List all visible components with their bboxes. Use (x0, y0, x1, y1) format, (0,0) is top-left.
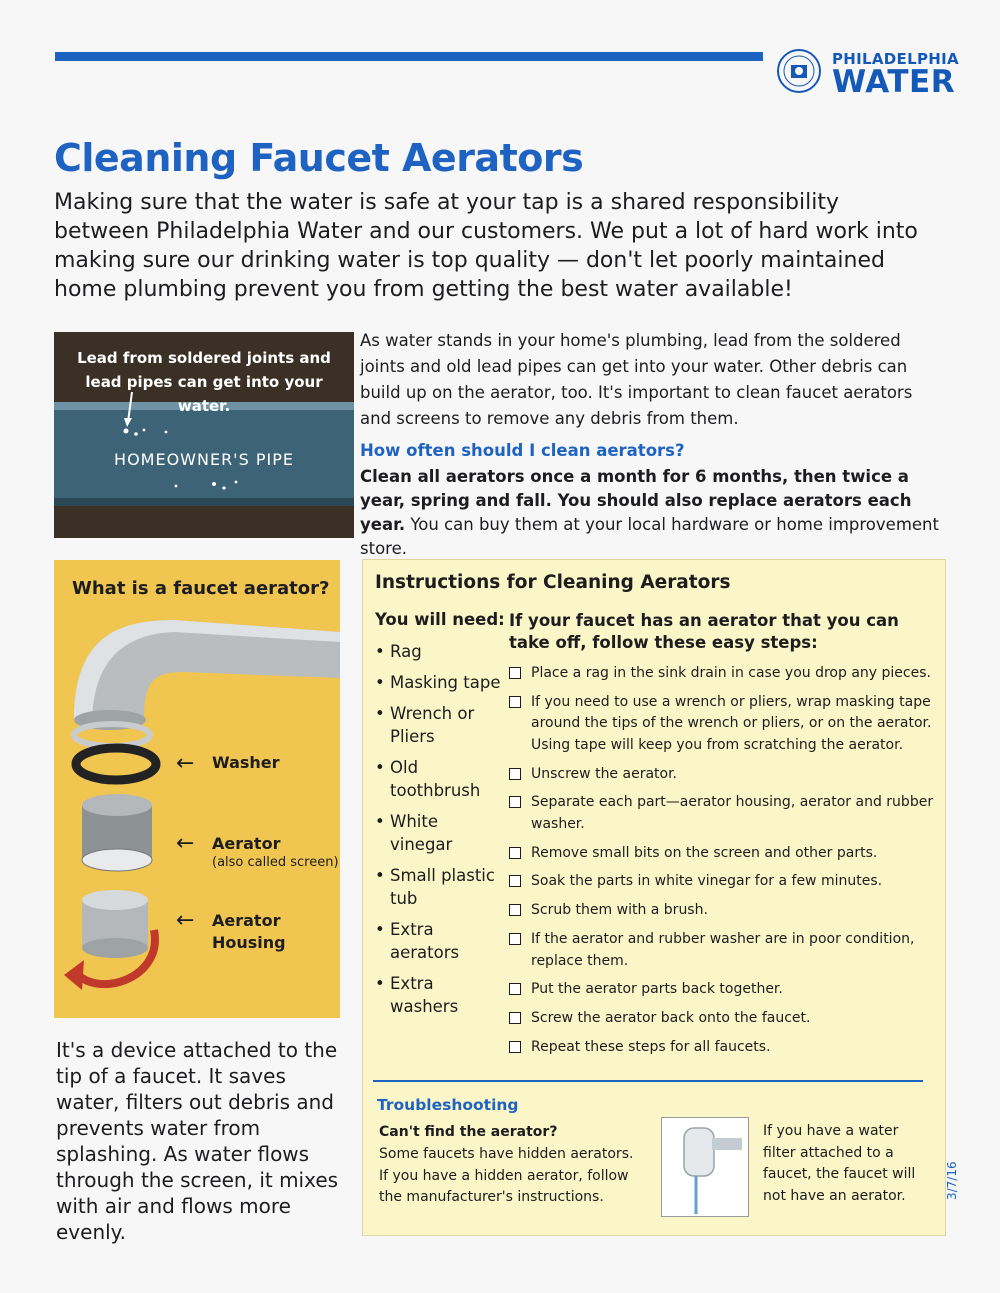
checkbox-icon (509, 696, 521, 708)
checklist-item: Remove small bits on the screen and other parts. (509, 843, 937, 865)
pipe-label: HOMEOWNER'S PIPE (114, 450, 294, 469)
checklist-item: Soak the parts in white vinegar for a few minutes. (509, 871, 937, 893)
water-filter-icon (662, 1118, 748, 1216)
filter-note: If you have a water filter attached to a faucet, the faucet will not have an aerator. (763, 1123, 916, 1204)
checklist-item: Place a rag in the sink drain in case you drop any pieces. (509, 663, 937, 685)
frequency-answer (360, 465, 945, 561)
aerator-sublabel: (also called screen) (212, 855, 339, 870)
aerator-description: It's a device attached to the tip of a faucet. It saves water, filters out debris and prevents water from splashing. As water flows through the screen, it mixes with air and flows more evenly. (56, 1038, 339, 1244)
pipe-callout-text: Lead from soldered joints and lead pipes can get into your water. (77, 349, 331, 415)
intro-paragraph: Making sure that the water is safe at your tap is a shared responsibility between Philadelphia Water and our customers. We put a lot of hard work into making sure our drinking water is top quality — don't let poorly maintained home plumbing prevent you from getting the best water available! (54, 190, 918, 302)
troubleshooting-question: Can't find the aerator? (379, 1124, 558, 1140)
svg-text:←: ← (176, 751, 195, 776)
aerator-box-title: What is a faucet aerator? (72, 578, 330, 599)
checkbox-icon (509, 904, 521, 916)
aerator-illustration-box (54, 560, 340, 1018)
troubleshooting-heading: Troubleshooting (377, 1096, 519, 1114)
checklist-item: Screw the aerator back onto the faucet. (509, 1008, 937, 1030)
list-item: • White vinegar (375, 810, 505, 856)
checklist-item: Repeat these steps for all faucets. (509, 1037, 937, 1059)
checkbox-icon (509, 1041, 521, 1053)
checklist-item: If you need to use a wrench or pliers, wrap masking tape around the tips of the wrench or pliers, or on the aerator. Using tape will keep you from scratching the aerator. (509, 692, 937, 757)
print-date: 3/7/16 (945, 1161, 959, 1200)
steps-heading: If your faucet has an aerator that you can take off, follow these easy steps: (509, 611, 899, 652)
housing-label-line2: Housing (212, 933, 286, 952)
checkbox-icon (509, 983, 521, 995)
steps-checklist (509, 663, 937, 1066)
checkbox-icon (509, 875, 521, 887)
instructions-title: Instructions for Cleaning Aerators (375, 572, 731, 593)
checklist-item: Put the aerator parts back together. (509, 979, 937, 1001)
list-item: • Small plastic tub (375, 864, 505, 910)
list-item: • Extra aerators (375, 918, 505, 964)
pipe-illustration (54, 332, 354, 538)
header-bar (55, 52, 763, 61)
checkbox-icon (509, 847, 521, 859)
section-divider (373, 1080, 923, 1082)
checklist-item: Separate each part—aerator housing, aerator and rubber washer. (509, 792, 937, 835)
water-filter-illustration (661, 1117, 749, 1217)
frequency-answer-rest: You can buy them at your local hardware or home improvement store. (360, 515, 939, 558)
org-name-line1: PHILADELPHIA (832, 50, 959, 68)
instructions-box (362, 559, 946, 1236)
list-item: • Old toothbrush (375, 756, 505, 802)
housing-label-line1: Aerator (212, 911, 281, 930)
svg-text:←: ← (176, 908, 195, 933)
checklist-item: Scrub them with a brush. (509, 900, 937, 922)
checkbox-icon (509, 667, 521, 679)
frequency-answer-bold: Clean all aerators once a month for 6 months, then twice a year, spring and fall. You should also replace aerators each year. (360, 467, 912, 534)
list-item: • Wrench or Pliers (375, 702, 505, 748)
supplies-list (375, 640, 505, 1026)
page-title: Cleaning Faucet Aerators (54, 136, 584, 180)
supplies-heading: You will need: (375, 610, 505, 629)
checkbox-icon (509, 768, 521, 780)
lead-explanation: As water stands in your home's plumbing, lead from the soldered joints and old lead pipes can get into your water. Other debris can build up on the aerator, too. It's important to clean faucet aerators and screens to remove any debris from them. (360, 331, 913, 428)
washer-label: Washer (212, 753, 280, 772)
list-item: • Masking tape (375, 671, 505, 694)
list-item: • Extra washers (375, 972, 505, 1018)
checkbox-icon (509, 1012, 521, 1024)
aerator-label: Aerator (212, 834, 281, 853)
troubleshooting-answer: Some faucets have hidden aerators. If you have a hidden aerator, follow the manufacturer's instructions. (379, 1146, 634, 1205)
checkbox-icon (509, 796, 521, 808)
checklist-item: Unscrew the aerator. (509, 764, 937, 786)
org-name-line2: WATER (832, 64, 956, 100)
list-item: • Rag (375, 640, 505, 663)
svg-text:←: ← (176, 831, 195, 856)
frequency-heading: How often should I clean aerators? (360, 441, 685, 460)
city-seal-icon (776, 48, 822, 94)
checkbox-icon (509, 933, 521, 945)
checklist-item: If the aerator and rubber washer are in poor condition, replace them. (509, 929, 937, 972)
faucet-aerator-diagram-icon (54, 560, 340, 1018)
